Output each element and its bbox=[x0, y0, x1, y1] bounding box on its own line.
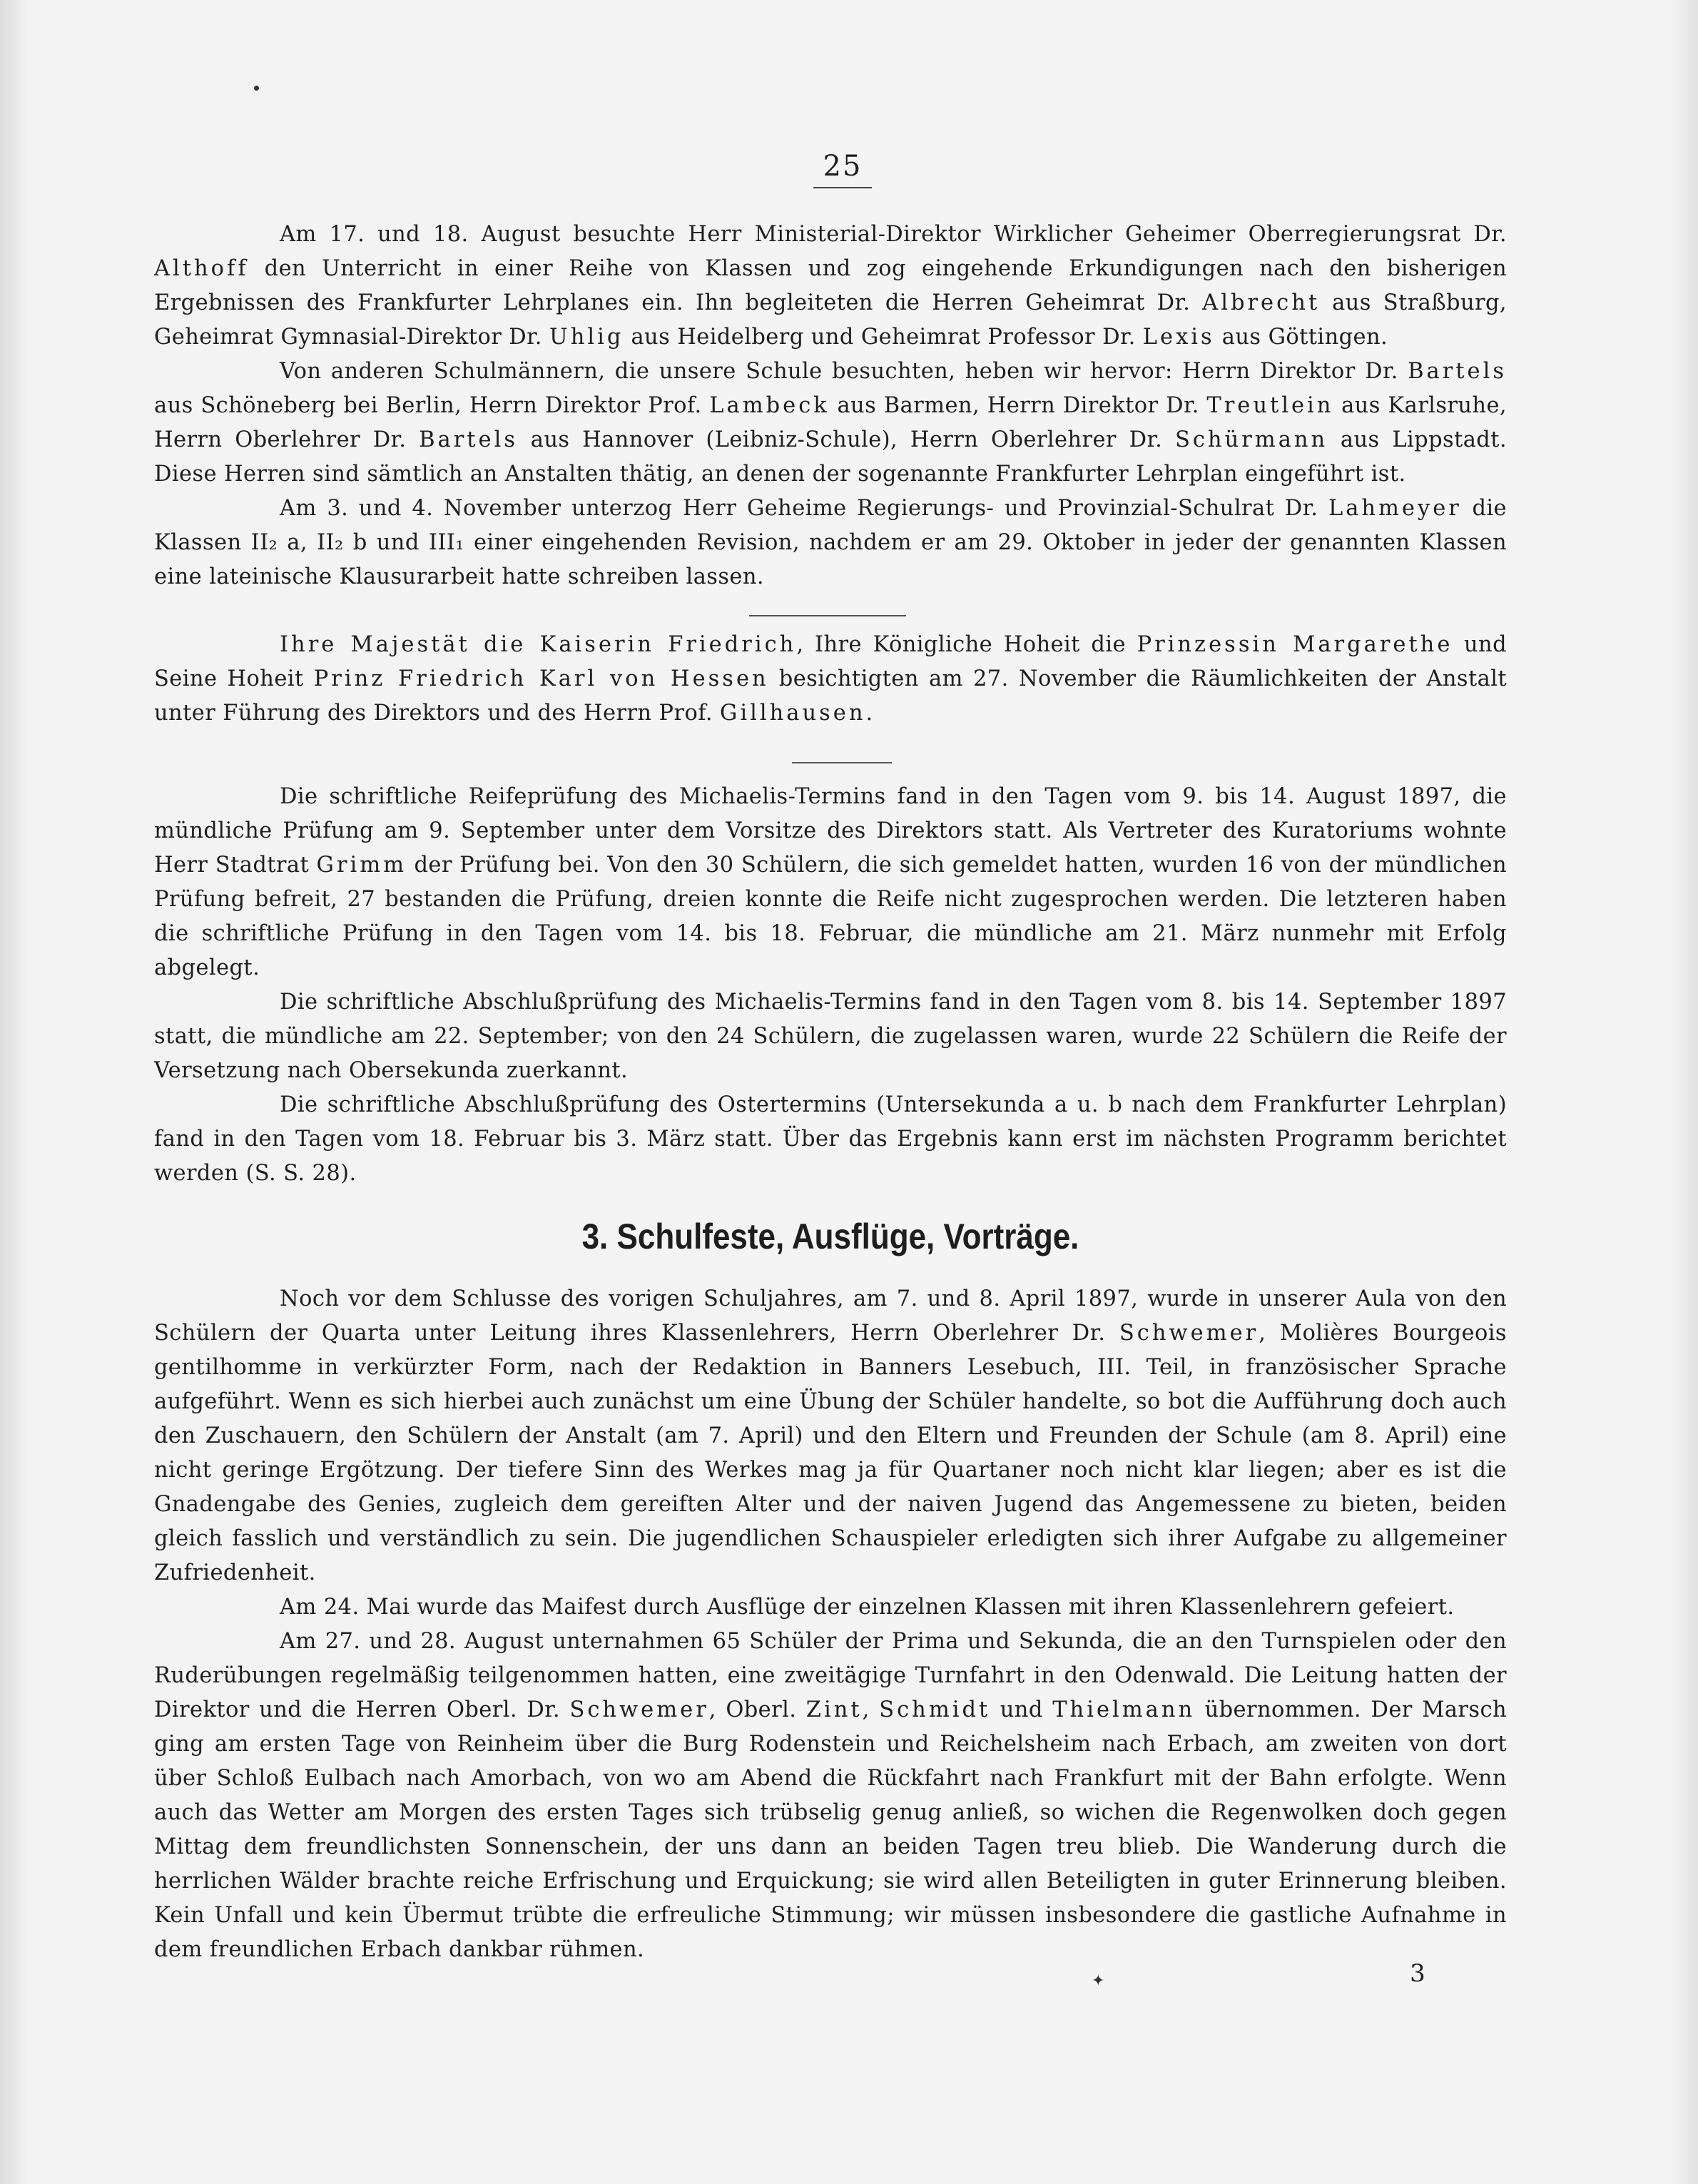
text-run: aus Heidelberg und Geheimrat Professor Dr. bbox=[624, 325, 1143, 350]
spaced-name: Uhlig bbox=[549, 325, 624, 350]
spaced-name: Schmidt bbox=[879, 1697, 991, 1722]
text-run: aus Barmen, Herrn Direktor Dr. bbox=[829, 393, 1207, 418]
spaced-name: Althoff bbox=[154, 256, 249, 281]
text-run: Am 24. Mai wurde das Maifest durch Ausflüge der einzelnen Klassen mit ihren Klassenlehrern gefeiert. bbox=[280, 1595, 1455, 1620]
spaced-name: Lambeck bbox=[709, 393, 830, 418]
paragraph-abschlusspruefung-ostern bbox=[154, 1088, 1507, 1191]
spaced-name: Bartels bbox=[419, 427, 518, 452]
text-run: und bbox=[990, 1697, 1053, 1722]
spaced-name: Prinzessin Margarethe bbox=[1137, 632, 1453, 657]
spaced-name: Prinz Friedrich Karl von Hessen bbox=[313, 666, 769, 691]
text-run: übernommen. Der Marsch ging am ersten Tage von Reinheim über die Burg Rodenstein und Reichelsheim nach Erbach, am zweiten von dort über Schloß Eulbach nach Amorbach, von wo am Abend die Rückfahrt nach Frankfurt mit der Bahn erfolgte. Wenn auch das Wetter am Morgen des ersten Tages sich trübselig genug anließ, so wichen die Regenwolken doch gegen Mittag dem freundlichsten Sonnenschein, der uns dann an beiden Tagen treu blieb. Die Wanderung durch die herrlichen Wälder brachte reiche Erfrischung und Erquickung; sie wird allen Beteiligten in guter Erinnerung bleiben. Kein Unfall und kein Übermut trübte die erfreuliche Stimmung; wir müssen insbesondere die gastliche Aufnahme in dem freundlichen Erbach dankbar rühmen. bbox=[154, 1697, 1507, 1962]
spaced-name: Thielmann bbox=[1052, 1697, 1196, 1722]
printer-mark: ✦ bbox=[1092, 1972, 1105, 1990]
paragraph-theatre-performance bbox=[154, 1282, 1507, 1590]
spaced-name: Lexis bbox=[1142, 325, 1215, 350]
text-run: Von anderen Schulmännern, die unsere Schule besuchten, heben wir hervor: Herrn Direktor Dr. bbox=[280, 359, 1408, 384]
text-run: den Unterricht in einer Reihe von Klassen und zog eingehende Erkundigungen nach den bisherigen Ergebnissen des Frankfurter Lehrplanes ein. Ihn begleiteten die Herren Geheimrat Dr. bbox=[154, 256, 1507, 315]
text-run: aus Straßburg, Geheimrat Gymnasial-Direktor Dr. bbox=[154, 290, 1507, 350]
spaced-name: Albrecht bbox=[1202, 290, 1321, 315]
text-run: aus Göttingen. bbox=[1214, 325, 1388, 350]
text-run: aus Karlsruhe, Herrn Oberlehrer Dr. bbox=[154, 393, 1507, 452]
text-run: Die schriftliche Abschlußprüfung des Michaelis-Termins fand in den Tagen vom 8. bis 14. September 1897 statt, die mündliche am 22. September; von den 24 Schülern, die zugelassen waren, wurde 22 Schülern die Reife der Versetzung nach Obersekunda zuerkannt. bbox=[154, 990, 1507, 1083]
text-run: und Seine Hoheit bbox=[154, 632, 1508, 691]
festivities-section bbox=[154, 1282, 1507, 1967]
royal-visit-section bbox=[154, 628, 1507, 731]
paragraph-maifest bbox=[154, 1590, 1507, 1625]
text-run: , Molières Bourgeois gentilhomme in verkürzter Form, nach der Redaktion in Banners Lesebuch, III. Teil, in französischer Sprache aufgeführt. Wenn es sich hierbei auch zunächst um eine Übung der Schüler handelte, so bot die Aufführung doch auch den Zuschauern, den Schülern der Anstalt (am 7. April) und den Eltern und Freunden der Schule (am 8. April) eine nicht geringe Ergötzung. Der tiefere Sinn des Werkes mag ja für Quartaner noch nicht klar liegen; aber es ist die Gnadengabe des Genies, zugleich dem gereiften Alter und der naiven Jugend das Angemessene zu bieten, beiden gleich fasslich und verständlich zu sein. Die jugendlichen Schauspieler erledigten sich ihrer Aufgabe zu allgemeiner Zufriedenheit. bbox=[154, 1321, 1507, 1585]
text-run: besichtigten am 27. November die Räumlichkeiten der Anstalt unter Führung des Direktors und des Herrn Prof. bbox=[154, 666, 1507, 726]
text-run: , Oberl. bbox=[708, 1697, 806, 1722]
spaced-name: Grimm bbox=[316, 853, 407, 878]
separator-rule bbox=[749, 615, 906, 616]
text-run: Am 17. und 18. August besuchte Herr Ministerial-Direktor Wirklicher Geheimer Oberregierungsrat Dr. bbox=[280, 222, 1507, 247]
speck-mark bbox=[254, 86, 259, 91]
paragraph-royal-visit bbox=[154, 628, 1507, 731]
text-run: aus Hannover (Leibniz-Schule), Herrn Oberlehrer Dr. bbox=[517, 427, 1175, 452]
text-run: , bbox=[862, 1697, 880, 1722]
spaced-name: Treutlein bbox=[1206, 393, 1334, 418]
signature-mark: 3 bbox=[1410, 1959, 1425, 1988]
text-run: Die schriftliche Reifeprüfung des Michaelis-Termins fand in den Tagen vom 9. bis 14. August 1897, die mündliche Prüfung am 9. September unter dem Vorsitze des Direktors statt. Als Vertreter des Kuratoriums wohnte Herr Stadtrat bbox=[154, 784, 1507, 878]
text-run: der Prüfung bei. Von den 30 Schülern, die sich gemeldet hatten, wurden 16 von der mündlichen Prüfung befreit, 27 bestanden die Prüfung, dreien konnte die Reife nicht zugesprochen werden. Die letzteren haben die schriftliche Prüfung in den Tagen vom 14. bis 18. Februar, die mündliche am 21. März nunmehr mit Erfolg abgelegt. bbox=[154, 853, 1507, 980]
visits-section bbox=[154, 218, 1507, 594]
spaced-name: Bartels bbox=[1408, 359, 1507, 384]
spaced-name: Ihre Majestät die Kaiserin Friedrich bbox=[280, 632, 797, 657]
spaced-name: Zint bbox=[805, 1697, 863, 1722]
text-run: die Klassen II₂ a, II₂ b und III₁ einer eingehenden Revision, nachdem er am 29. Oktober in jeder der genannten Klassen eine lateinische Klausurarbeit hatte schreiben lassen. bbox=[154, 496, 1507, 589]
exams-section bbox=[154, 780, 1507, 1191]
paragraph-abschlusspruefung-michaelis bbox=[154, 985, 1507, 1088]
paragraph-reifepruefung bbox=[154, 780, 1507, 985]
section-heading: 3. Schulfeste, Ausflüge, Vorträge. bbox=[581, 1217, 1079, 1256]
page-number-rule bbox=[813, 187, 872, 188]
text-run: Noch vor dem Schlusse des vorigen Schuljahres, am 7. und 8. April 1897, wurde in unserer Aula von den Schülern der Quarta unter Leitung ihres Klassenlehrers, Herrn Oberlehrer Dr. bbox=[154, 1286, 1507, 1346]
text-run: . bbox=[865, 701, 873, 726]
spaced-name: Gillhausen bbox=[720, 701, 866, 726]
text-run: aus Schöneberg bei Berlin, Herrn Direktor Prof. bbox=[154, 393, 710, 418]
spaced-name: Schürmann bbox=[1174, 427, 1328, 452]
page-number: 25 bbox=[823, 150, 863, 183]
spaced-name: Schwemer bbox=[1119, 1321, 1259, 1346]
spaced-name: Schwemer bbox=[569, 1697, 709, 1722]
paragraph-revision bbox=[154, 492, 1507, 594]
text-run: Am 3. und 4. November unterzog Herr Geheime Regierungs- und Provinzial-Schulrat Dr. bbox=[280, 496, 1328, 521]
text-run: , Ihre Königliche Hoheit die bbox=[796, 632, 1137, 657]
paragraph-odenwald-trip bbox=[154, 1625, 1507, 1967]
text-run: Die schriftliche Abschlußprüfung des Ostertermins (Untersekunda a u. b nach dem Frankfurter Lehrplan) fand in den Tagen vom 18. Februar bis 3. März statt. Über das Ergebnis kann erst im nächsten Programm berichtet werden (S. S. 28). bbox=[154, 1092, 1507, 1186]
separator-rule bbox=[792, 762, 892, 763]
paragraph-other-visitors bbox=[154, 355, 1507, 492]
paragraph-althoff-visit bbox=[154, 218, 1507, 355]
spaced-name: Lahmeyer bbox=[1328, 496, 1462, 521]
text-run: aus Lippstadt. Diese Herren sind sämtlich an Anstalten thätig, an denen der sogenannte Frankfurter Lehrplan eingeführt ist. bbox=[154, 427, 1507, 487]
text-run: Am 27. und 28. August unternahmen 65 Schüler der Prima und Sekunda, die an den Turnspielen oder den Ruderübungen regelmäßig teilgenommen hatten, eine zweitägige Turnfahrt in den Odenwald. Die Leitung hatten der Direktor und die Herren Oberl. Dr. bbox=[154, 1629, 1507, 1722]
